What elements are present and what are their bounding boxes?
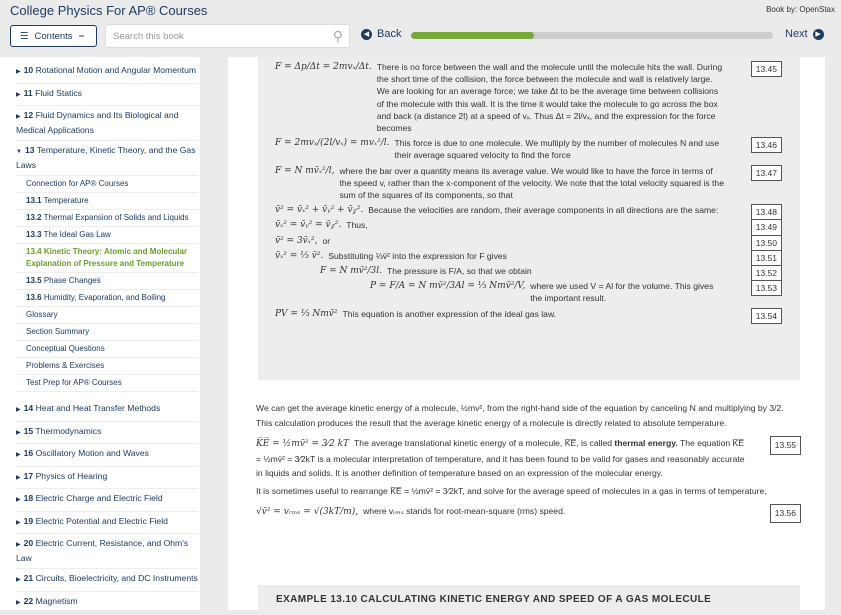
toc-subitem[interactable]	[16, 324, 198, 341]
search-box[interactable]	[105, 24, 350, 48]
equation-row	[275, 137, 782, 161]
toc-chapter[interactable]	[16, 444, 198, 467]
equation: P = F/A = N mv̄²/3Al = ⅓ Nmv̄²/V,	[370, 281, 526, 292]
caret-right-icon: ▶	[16, 474, 21, 481]
equation: v̄² = v̄ₓ² + v̄ᵧ² + v̄𝓏².	[275, 205, 364, 216]
equation-text: This force is due to one molecule. We multiply by the number of molecules N and use their average squared velocity to find the force	[394, 138, 720, 161]
back-button[interactable]	[361, 28, 401, 40]
equation-row	[275, 250, 782, 262]
equation: v̄ₓ² = ⅓ v̄².	[275, 250, 324, 261]
equation-row	[275, 235, 782, 247]
toc-title: The Ideal Gas Law	[43, 230, 111, 239]
toc-chapter[interactable]	[16, 422, 198, 445]
caret-down-icon: ▼	[16, 149, 22, 155]
toc-number: 19	[23, 515, 34, 526]
equation-text: where we used V = Al for the volume. This gives the important result.	[530, 281, 714, 304]
toc-number: 15	[23, 425, 34, 436]
toc-number: 13.2	[26, 213, 42, 222]
toc-title: Section Summary	[26, 327, 90, 336]
main-content	[228, 57, 825, 610]
toc-title: Temperature	[43, 196, 89, 205]
equation-text: where the bar over a quantity means its average value. We would like to have the force in terms of the speed v, rather than the x-component of the velocity. We note that the total velocity squared is the sum of the squares of its components, so that	[339, 165, 724, 201]
equation-text: The equation K̅E̅ = ½mv̄² = 3⁄2kT is a molecular interpretation of temperature, and it has been found to be valid for gases and reasonably accurate in liquids and solids. It is another definition of temperature based on an expression of the molecular energy.	[256, 438, 745, 478]
toc-subitem[interactable]	[16, 307, 198, 324]
caret-right-icon: ▶	[16, 407, 21, 413]
equation-text: The pressure is F/A, so that we obtain	[386, 266, 532, 277]
equation-number: 13.56	[770, 504, 801, 523]
caret-right-icon: ▶	[16, 497, 21, 503]
equation: F = N mv̄²/3l.	[320, 266, 382, 277]
table-of-contents	[0, 57, 200, 610]
toc-number: 12	[23, 110, 34, 120]
toc-title: Fluid Dynamics and Its Biological and Medical Applications	[16, 110, 179, 135]
toc-subitem[interactable]	[16, 273, 198, 290]
chevron-left-icon: ◀	[361, 29, 372, 40]
toc-title: Glossary	[26, 310, 58, 319]
toc-title: Fluid Statics	[35, 87, 82, 98]
progress-fill	[411, 32, 534, 39]
equation-row	[275, 280, 782, 304]
chevron-right-icon: ▶	[813, 29, 824, 40]
toc-title: Electric Current, Resistance, and Ohm's Law	[16, 538, 189, 563]
equation-number: 13.45	[751, 61, 782, 77]
equation-row	[275, 308, 782, 320]
toc-subitem[interactable]	[16, 290, 198, 307]
toc-title: Phase Changes	[43, 276, 101, 285]
toc-title: Connection for AP® Courses	[26, 179, 129, 188]
equation-number: 13.48	[751, 204, 782, 220]
equation-text: This equation is another expression of the ideal gas law.	[342, 308, 557, 319]
equation-row	[275, 61, 782, 134]
toc-subitem[interactable]	[16, 193, 198, 210]
toc-title: Oscillatory Motion and Waves	[35, 448, 149, 458]
equation-box	[258, 57, 800, 380]
toc-number: 10	[23, 65, 34, 75]
caret-right-icon: ▶	[16, 577, 21, 583]
toc-subitem[interactable]	[16, 176, 198, 193]
book-title: College Physics For AP® Courses	[10, 3, 208, 18]
equation: PV = ⅓ Nmv̄²	[275, 308, 338, 319]
equation-number: 13.53	[751, 280, 782, 296]
equation-text: Substituting ⅓v̄² into the expression for F gives	[328, 250, 507, 261]
equation: v̄ₓ² = v̄ᵧ² = v̄𝓏².	[275, 220, 342, 231]
paragraph: It is sometimes useful to rearrange K̅E̅ = ½mv̄² = 3⁄2kT, and solve for the average speed of molecules in a gas in terms of temperature,	[256, 485, 767, 496]
toc-subitem[interactable]	[16, 210, 198, 227]
toc-title: Circuits, Bioelectricity, and DC Instruments	[35, 573, 198, 583]
toc-number: 13.6	[26, 293, 42, 302]
equation-row	[275, 219, 782, 231]
contents-button[interactable]	[10, 25, 97, 47]
caret-right-icon: ▶	[16, 69, 21, 75]
equation-number: 13.49	[751, 219, 782, 235]
caret-right-icon: ▶	[16, 452, 21, 458]
toc-number: 16	[23, 448, 34, 458]
toc-title: Electric Charge and Electric Field	[35, 493, 163, 503]
equation-text: or	[322, 235, 331, 246]
list-icon: ☰	[20, 30, 29, 42]
caret-right-icon: ▶	[16, 91, 21, 98]
toc-subitem[interactable]	[16, 244, 198, 273]
toc-title: Electric Potential and Electric Field	[35, 515, 168, 526]
toc-title: Problems & Exercises	[26, 361, 105, 370]
term-bold: thermal energy.	[614, 438, 678, 448]
byline: Book by: OpenStax	[766, 5, 835, 14]
search-input[interactable]	[113, 31, 323, 42]
toc-chapter[interactable]	[16, 141, 198, 176]
toc-title: Heat and Heat Transfer Methods	[35, 403, 161, 413]
toc-number: 11	[23, 87, 33, 98]
equation-text: where vᵣₘₛ stands for root-mean-square (rms) speed.	[363, 506, 566, 516]
equation-text: There is no force between the wall and the molecule until the molecule hits the wall. During the short time of the collision, the force between the molecule and wall is relatively large. We are looking for an average force; we take Δt to be the average time between collisions of the molecule with this wall. It is the time it would take the molecule to go across the box and back (a distance 2l) at a speed of vₓ. Thus Δt = 2l/vₓ, and the expression for the force becomes	[376, 62, 723, 134]
toc-title: Physics of Hearing	[35, 470, 108, 481]
toc-title: Kinetic Theory: Atomic and Molecular Explanation of Pressure and Temperature	[26, 247, 188, 268]
toc-title: Temperature, Kinetic Theory, and the Gas Laws	[16, 145, 196, 170]
toc-number: 17	[23, 470, 34, 481]
search-icon[interactable]: ⚲	[332, 28, 343, 44]
toc-title: Rotational Motion and Angular Momentum	[35, 65, 197, 75]
paragraph: We can get the average kinetic energy of a molecule, ½mv², from the right-hand side of the equation by canceling N and multiplying by 3/2. This calculation produces the result that the average kinetic energy of a molecule is directly related to absolute temperature.	[256, 403, 784, 428]
contents-label: Contents	[34, 30, 73, 42]
toc-subitem[interactable]	[16, 375, 198, 392]
toc-number: 13.5	[26, 276, 42, 285]
back-label: Back	[377, 28, 402, 40]
toc-title: Thermal Expansion of Solids and Liquids	[43, 213, 189, 222]
toc-number: 13.1	[26, 196, 42, 205]
caret-right-icon: ▶	[16, 599, 21, 606]
next-button[interactable]	[785, 28, 824, 40]
toc-title: Magnetism	[35, 595, 78, 606]
toc-number: 18	[23, 493, 34, 503]
toc-chapter[interactable]	[16, 84, 198, 107]
toc-chapter[interactable]	[16, 489, 198, 512]
toc-chapter[interactable]	[16, 106, 198, 141]
equation-text: Because the velocities are random, their average components in all directions are the same:	[368, 205, 719, 216]
equation: F = 2mvₓ/(2l/vₓ) = mvₓ²/l.	[275, 138, 390, 149]
equation-number: 13.47	[751, 165, 782, 181]
equation: v̄² = 3v̄ₓ²,	[275, 235, 318, 246]
toc-number: 13.3	[26, 230, 42, 239]
equation-number: 13.46	[751, 137, 782, 153]
caret-right-icon: ▶	[16, 519, 21, 526]
toc-title: Conceptual Questions	[26, 344, 105, 353]
minus-icon: −	[78, 30, 85, 42]
toc-subitem[interactable]	[16, 358, 198, 375]
toc-number: 14	[23, 403, 34, 413]
caret-right-icon: ▶	[16, 114, 21, 120]
equation-row	[256, 436, 801, 481]
caret-right-icon: ▶	[16, 429, 21, 436]
equation-row	[256, 504, 801, 520]
equation-text: Thus,	[346, 220, 368, 231]
toc-chapter[interactable]	[16, 512, 198, 535]
equation-row	[275, 204, 782, 216]
toc-subitem[interactable]	[16, 341, 198, 358]
example-heading: EXAMPLE 13.10 CALCULATING KINETIC ENERGY AND SPEED OF A GAS MOLECULE	[258, 585, 800, 615]
toc-title: Humidity, Evaporation, and Boiling	[43, 293, 166, 302]
equation: F = Δp/Δt = 2mvₓ/Δt.	[275, 62, 372, 72]
equation-row	[275, 165, 782, 202]
toc-number: 20	[23, 538, 34, 548]
progress-bar	[411, 32, 773, 39]
equation-number: 13.52	[751, 265, 782, 281]
body-text	[256, 401, 801, 523]
toc-chapter[interactable]	[16, 467, 198, 490]
toc-chapter[interactable]	[16, 592, 198, 611]
equation: F = N mv̄ₓ²/l,	[275, 165, 335, 176]
equation-number: 13.51	[751, 250, 782, 266]
equation-row	[275, 265, 782, 277]
toc-title: Thermodynamics	[35, 425, 102, 436]
equation-text: The average translational kinetic energy of a molecule, K̅E̅, is called	[354, 438, 615, 448]
equation-number: 13.50	[751, 235, 782, 251]
toc-chapter[interactable]	[16, 569, 198, 592]
toc-chapter[interactable]	[16, 61, 198, 84]
equation-number: 13.55	[770, 436, 801, 455]
equation: √v̄² = vᵣₘₛ = √(3kT/m),	[256, 507, 359, 517]
toc-title: Test Prep for AP® Courses	[26, 378, 122, 387]
equation-number: 13.54	[751, 308, 782, 324]
toc-number: 13.4	[26, 247, 42, 256]
toc-chapter[interactable]	[16, 399, 198, 422]
toc-number: 22	[23, 595, 34, 606]
next-label: Next	[785, 28, 808, 40]
toc-subitem[interactable]	[16, 227, 198, 244]
caret-right-icon: ▶	[16, 542, 21, 548]
equation: K̅E̅ = ½mv̄² = 3⁄2 kT	[256, 439, 350, 449]
toc-chapter[interactable]	[16, 534, 198, 569]
toc-number: 21	[23, 573, 34, 583]
toc-number: 13	[24, 145, 35, 155]
